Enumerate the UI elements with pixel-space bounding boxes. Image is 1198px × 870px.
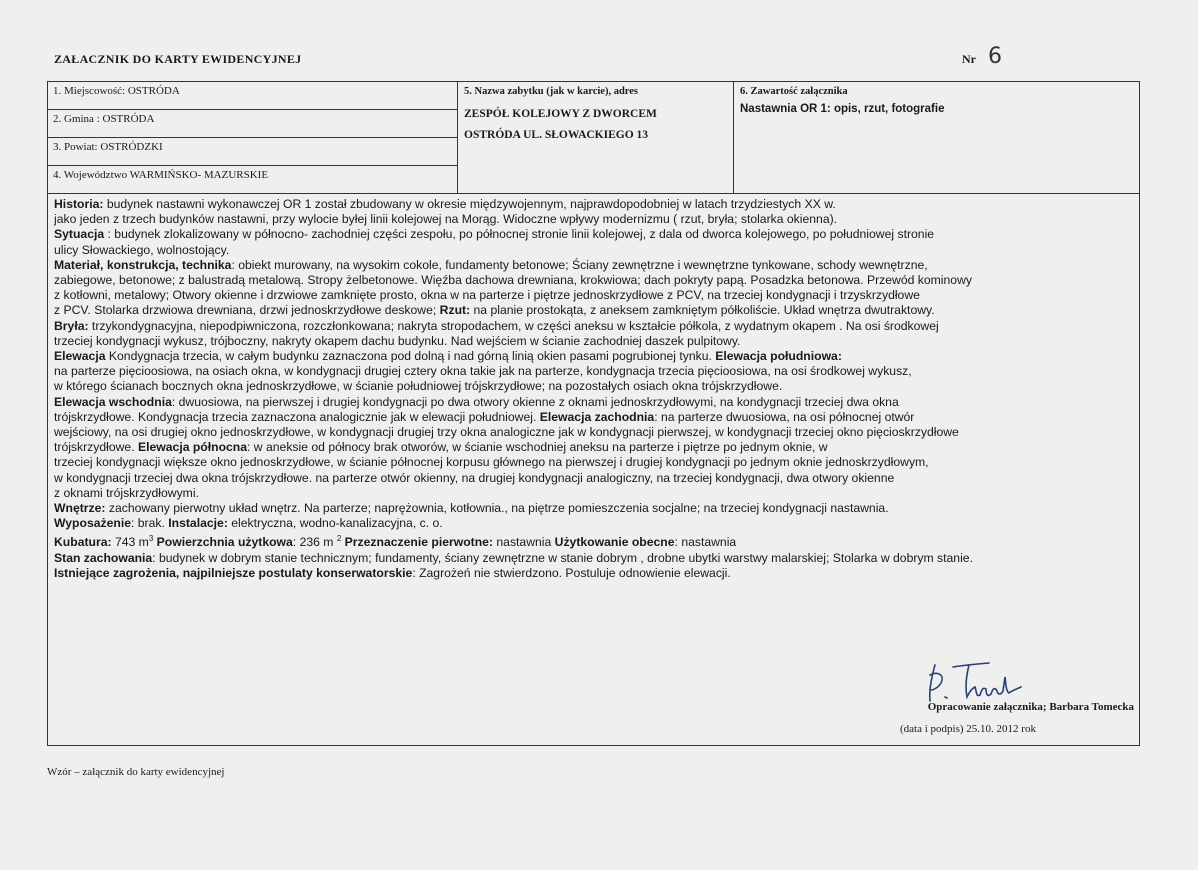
- field-wojewodztwo: 4. Województwo WARMIŃSKO- MAZURSKIE: [48, 166, 458, 194]
- line: [54, 349, 1139, 364]
- instalacje-label: Instalacje:: [168, 516, 228, 531]
- field-zawartosc: [734, 82, 1139, 194]
- line: [54, 455, 1139, 470]
- rzut-label: Rzut:: [439, 303, 471, 318]
- text: trzeciej kondygnacji większe okno jednoskrzydłowe, w ścianie północnej korpusu głównego na pierwszej i drugiej kondygnacji po jednym oknie jednoskrzydłowym,: [54, 455, 929, 470]
- text: trzykondygnacyjna, niepodpiwniczona, rozczłonkowana; nakryta stropodachem, w części aneksu w kształcie półkola, z wydatnym okapem . Na osi środkowej: [88, 318, 939, 333]
- text: : Zagrożeń nie stwierdzono. Postuluje odnowienie elewacji.: [412, 565, 731, 580]
- line: [54, 212, 1139, 227]
- signature-image: [883, 657, 1023, 707]
- text: 743 m: [111, 535, 149, 550]
- elewacja-zachodnia-label: Elewacja zachodnia: [539, 409, 655, 424]
- text: z PCV. Stolarka drzwiowa drewniana, drzwi jednoskrzydłowe deskowe;: [54, 303, 440, 318]
- text: wejściowy, na osi drugiej okno jednoskrzydłowe, w kondygnacji drugiej trzy okna analogiczne jak w kondygnacji pierwszej, w kondygnacji trzeciej okno pięcioskrzydłowe: [54, 425, 959, 440]
- text: trójskrzydłowe. Kondygnacja trzecia zaznaczona analogicznie jak w elewacji południowej.: [54, 409, 540, 424]
- line: [54, 501, 1139, 516]
- elewacja-poludniowa-label: Elewacja południowa:: [715, 349, 842, 364]
- text: : budynek zlokalizowany w północno- zachodniej części zespołu, po północnej stronie linii kolejowej, z dala od dworca kolejowego, po południowej stronie: [104, 227, 935, 242]
- line: [54, 486, 1139, 501]
- text: w którego ścianach bocznych okna jednoskrzydłowe, w ścianie południowej trójskrzydłowe; na pozostałych osiach okna trójskrzydłowe.: [54, 379, 783, 394]
- zagrozenia-label: Istniejące zagrożenia, najpilniejsze postulaty konserwatorskie: [54, 565, 413, 580]
- footer-note: Wzór – załącznik do karty ewidencyjnej: [47, 766, 225, 778]
- text: jako jeden z trzech budynków nastawni, przy wylocie byłej linii kolejowej na Morąg. Widoczne wpływy modernizmu ( rzut, bryła; stolarka okienna).: [54, 212, 838, 227]
- text: : na parterze dwuosiowa, na osi północnej otwór: [654, 409, 915, 424]
- elewacja-label: Elewacja: [54, 349, 106, 364]
- line: [54, 243, 1139, 258]
- text: : brak.: [131, 516, 169, 531]
- text: : dwuosiowa, na pierwszej i drugiej kondygnacji po dwa otwory okienne z oknami jednoskrzydłowymi, na kondygnacji trzeciej dwa okna: [171, 394, 899, 409]
- text: Kondygnacja trzecia, w całym budynku zaznaczona pod dolną i nad górną linią okien pasami pogrubionej tynku.: [105, 349, 716, 364]
- nr-label: Nr: [962, 52, 976, 66]
- nazwa-label: 5. Nazwa zabytku (jak w karcie), adres: [464, 86, 639, 97]
- text: : budynek w dobrym stanie technicznym; fundamenty, ściany zewnętrzne w stanie dobrym , drobne ubytki warstwy malarskiej; Stolarka w dobrym stanie.: [152, 550, 973, 565]
- field-gmina: 2. Gmina : OSTRÓDA: [48, 110, 458, 138]
- material-label: Materiał, konstrukcja, technika: [54, 257, 232, 272]
- text: w kondygnacji trzeciej dwa okna trójskrzydłowe. na parterze otwór okienny, na drugiej kondygnacji analogiczny, na trzeciej kondygnacji, dwa otwory okienne: [54, 470, 895, 485]
- line: [54, 288, 1139, 303]
- zawartosc-value: Nastawnia OR 1: opis, rzut, fotografie: [740, 103, 945, 115]
- text: ulicy Słowackiego, wolnostojący.: [54, 242, 230, 257]
- historia-label: Historia:: [54, 197, 104, 211]
- line: [54, 319, 1139, 334]
- text: : nastawnia: [674, 535, 737, 550]
- line: [54, 227, 1139, 242]
- line: [54, 410, 1139, 425]
- superscript: 3: [148, 534, 154, 544]
- line: [54, 566, 1139, 581]
- prepared-by: Opracowanie załącznika; Barbara Tomecka: [927, 701, 1134, 713]
- powierzchnia-label: Powierzchnia użytkowa: [153, 535, 293, 550]
- text: z oknami trójskrzydłowymi.: [54, 485, 199, 500]
- line: [54, 303, 1139, 318]
- field-nazwa-zabytku: [458, 82, 734, 194]
- line: [54, 440, 1139, 455]
- line: [54, 471, 1139, 486]
- line: [54, 258, 1139, 273]
- text: budynek nastawni wykonawczej OR 1 został zbudowany w okresie międzywojennym, najprawdopodobniej w latach trzydziestych XX w.: [103, 197, 836, 211]
- text: nastawnia: [493, 535, 555, 550]
- line: [54, 551, 1139, 566]
- text: : w aneksie od północy brak otworów, w ścianie wschodniej aneksu na parterze i piętrze po jednym oknie, w: [247, 440, 828, 455]
- przeznaczenie-label: Przeznaczenie pierwotne:: [341, 535, 493, 550]
- text: na planie prostokąta, z aneksem zamkniętym półkoliście. Układ wnętrza dwutraktowy.: [470, 303, 935, 318]
- date-signature: (data i podpis) 25.10. 2012 rok: [900, 723, 1036, 735]
- line: [54, 273, 1139, 288]
- field-miejscowosc: 1. Miejscowość: OSTRÓDA: [48, 82, 458, 110]
- nazwa-value: [464, 104, 727, 146]
- stan-label: Stan zachowania: [54, 550, 153, 565]
- nazwa-line-2: OSTRÓDA UL. SŁOWACKIEGO 13: [464, 129, 649, 141]
- nazwa-line-1: ZESPÓŁ KOLEJOWY Z DWORCEM: [464, 108, 657, 120]
- field-powiat: 3. Powiat: OSTRÓDZKI: [48, 138, 458, 166]
- text: elektryczna, wodno-kanalizacyjna, c. o.: [227, 516, 443, 531]
- form-frame: [47, 81, 1140, 746]
- text: zabiegowe, betonowe; z balustradą metalową. Stropy żelbetonowe. Więźba dachowa drewniana, krokwiowa; dach pokryty papą. Posadzka betonowa. Przewód kominowy: [54, 273, 972, 288]
- text: na parterze pięcioosiowa, na osiach okna, w kondygnacji drugiej cztery okna takie jak na parterze, kondygnacja trzecia pięcioosiowa, na osi środkowej wykusz,: [54, 364, 912, 379]
- line: [54, 395, 1139, 410]
- text: z kotłowni, metalowy; Otwory okienne i drzwiowe zamknięte prosto, okna w na parterze i piętrze jednoskrzydłowe z PCV, na trzeciej kondygnacji i trzyskrzydłowe: [54, 288, 920, 303]
- elewacja-wschodnia-label: Elewacja wschodnia: [54, 394, 172, 409]
- document-title: ZAŁACZNIK DO KARTY EWIDENCYJNEJ: [54, 52, 302, 66]
- text: : obiekt murowany, na wysokim cokole, fundamenty betonowe; Ściany zewnętrzne i wewnętrzne tynkowane, schody wewnętrzne,: [231, 257, 928, 272]
- uzytkowanie-label: Użytkowanie obecne: [554, 535, 675, 550]
- text: trójskrzydłowe.: [54, 440, 138, 455]
- line: [54, 425, 1139, 440]
- superscript: 2: [336, 534, 342, 544]
- line: [54, 516, 1139, 531]
- bryla-label: Bryła:: [54, 318, 89, 333]
- line: [54, 531, 1139, 550]
- text: zachowany pierwotny układ wnętrz. Na parterze; naprężownia, kotłownia., na piętrze pomieszczenia socjalne; na trzeciej kondygnacji nastawnia.: [105, 501, 889, 516]
- line: [54, 364, 1139, 379]
- sytuacja-label: Sytuacja: [54, 227, 105, 242]
- line: [54, 379, 1139, 394]
- elewacja-polnocna-label: Elewacja północna: [137, 440, 248, 455]
- line: [54, 197, 1139, 212]
- text: : 236 m: [292, 535, 337, 550]
- zawartosc-label: 6. Zawartość załącznika: [740, 86, 848, 97]
- description-body: [54, 197, 1139, 581]
- wyposazenie-label: Wyposażenie: [54, 516, 131, 531]
- wnetrze-label: Wnętrze:: [54, 501, 106, 516]
- nr-value: 6: [988, 44, 1002, 69]
- kubatura-label: Kubatura:: [54, 535, 112, 550]
- text: trzeciej kondygnacji wykusz, trójboczny, nakryty okapem dachu budynku. Nad wejściem w ścianie zachodniej daszek pulpitowy.: [54, 333, 741, 348]
- line: [54, 334, 1139, 349]
